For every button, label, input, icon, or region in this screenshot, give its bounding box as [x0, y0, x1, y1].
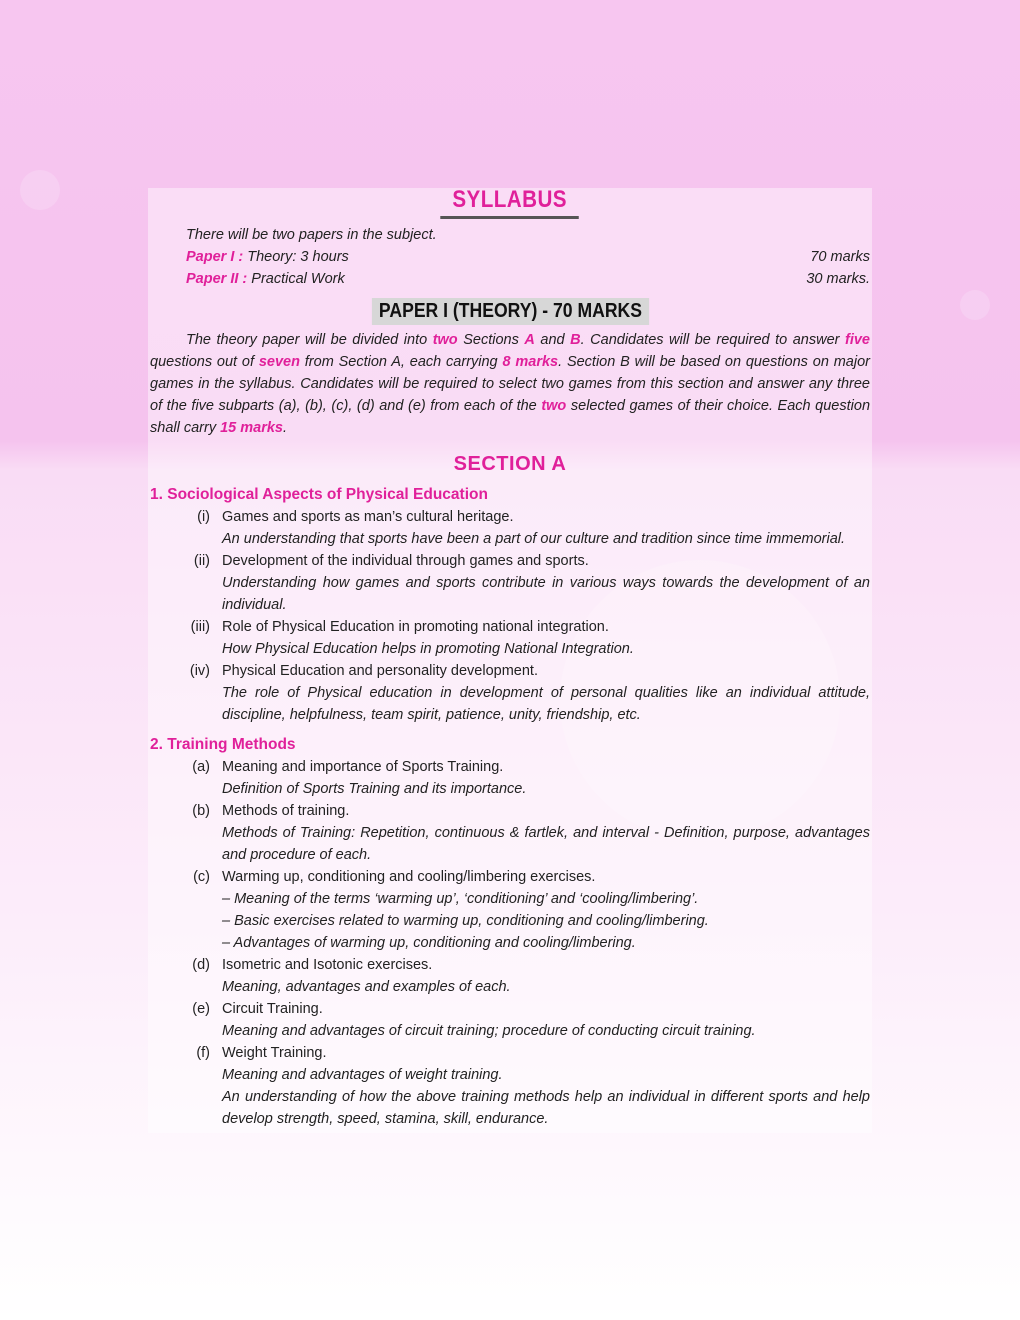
- item-number: (b): [192, 803, 210, 819]
- highlight-text: five: [845, 332, 871, 348]
- item-title: Physical Education and personality development.: [222, 663, 538, 679]
- topic-heading: 1. Sociological Aspects of Physical Education: [150, 486, 488, 503]
- paper-text: Practical Work: [251, 271, 345, 287]
- title-wrap: [150, 186, 870, 224]
- topics-list: [150, 484, 870, 1130]
- paragraph-text: from Section A, each carrying: [299, 354, 503, 370]
- paragraph-text: questions out of: [150, 354, 259, 370]
- item-description: – Advantages of warming up, conditioning and cooling/limbering.: [222, 935, 636, 951]
- item-description: Meaning, advantages and examples of each.: [222, 979, 511, 995]
- highlight-text: A: [524, 332, 535, 348]
- item-title: Games and sports as man’s cultural heritage.: [222, 509, 514, 525]
- list-item: [150, 954, 870, 998]
- paragraph-text: selected games of their choice. Each question shall carry: [150, 398, 871, 436]
- list-item: [150, 660, 870, 726]
- item-description: – Meaning of the terms ‘warming up’, ‘conditioning’ and ‘cooling/limbering’.: [222, 891, 699, 907]
- paper-label: Paper II :: [186, 271, 248, 287]
- item-description: How Physical Education helps in promoting National Integration.: [222, 641, 634, 657]
- paragraph-text: . Candidates will be required to answer: [580, 332, 846, 348]
- item-title: Methods of training.: [222, 803, 350, 819]
- item-description: Understanding how games and sports contribute in various ways towards the development of an individual.: [222, 575, 870, 613]
- paper-heading-wrap: [150, 298, 870, 325]
- highlight-text: 15 marks: [220, 420, 283, 436]
- paper-row: [150, 268, 870, 290]
- highlight-text: 8 marks: [502, 354, 559, 370]
- list-item: [150, 756, 870, 800]
- item-description: Methods of Training: Repetition, continuous & fartlek, and interval - Definition, purpose, advantages and procedure of each.: [222, 825, 870, 863]
- item-number: (iv): [189, 663, 210, 679]
- paragraph-text: . Section B will be based on questions on major games in the syllabus. Candidates will be required to select two games from this section and answer any three of the five subparts (a), (b), (c), (d) and (e) from each of the: [150, 354, 870, 414]
- intro-line: There will be two papers in the subject.: [186, 227, 437, 243]
- highlight-text: seven: [258, 354, 300, 370]
- item-number: (f): [196, 1045, 210, 1061]
- item-number: (c): [193, 869, 210, 885]
- list-item: [150, 800, 870, 866]
- item-description: – Basic exercises related to warming up, conditioning and cooling/limbering.: [222, 913, 709, 929]
- item-number: (a): [192, 759, 210, 775]
- item-number: (i): [197, 509, 210, 525]
- list-item: [150, 506, 870, 550]
- item-title: Role of Physical Education in promoting national integration.: [222, 619, 609, 635]
- list-item: [150, 550, 870, 616]
- item-description: Definition of Sports Training and its importance.: [222, 781, 527, 797]
- item-title: Meaning and importance of Sports Training.: [222, 759, 504, 775]
- item-title: Isometric and Isotonic exercises.: [222, 957, 433, 973]
- paper-marks: 70 marks: [810, 249, 870, 265]
- paper-text: Theory: 3 hours: [247, 249, 349, 265]
- section-heading: SECTION A: [453, 453, 567, 475]
- list-item: [150, 998, 870, 1042]
- item-title: Warming up, conditioning and cooling/limbering exercises.: [222, 869, 596, 885]
- item-number: (d): [192, 957, 210, 973]
- list-item: [150, 866, 870, 954]
- item-description: An understanding of how the above training methods help an individual in different sports and help develop strength, speed, stamina, skill, endurance.: [222, 1089, 870, 1127]
- paper-label: Paper I :: [186, 249, 244, 265]
- page-title: SYLLABUS: [441, 186, 580, 219]
- paper-row: [150, 246, 870, 268]
- item-number: (ii): [193, 553, 210, 569]
- paragraph-text: The theory paper will be divided into: [186, 332, 433, 348]
- theory-paragraph: [150, 329, 870, 439]
- item-number: (iii): [190, 619, 210, 635]
- item-description: Meaning and advantages of weight training.: [222, 1067, 503, 1083]
- item-description: An understanding that sports have been a part of our culture and tradition since time immemorial.: [222, 531, 846, 547]
- item-title: Circuit Training.: [222, 1001, 323, 1017]
- list-item: [150, 1042, 870, 1130]
- item-description: Meaning and advantages of circuit training; procedure of conducting circuit training.: [222, 1023, 756, 1039]
- paper-marks: 30 marks.: [806, 271, 870, 287]
- paper-heading: PAPER I (THEORY) - 70 MARKS: [371, 298, 648, 325]
- syllabus-content: [150, 186, 870, 1130]
- paragraph-text: .: [283, 420, 288, 436]
- item-number: (e): [192, 1001, 210, 1017]
- background-decoration: [960, 290, 990, 320]
- item-title: Weight Training.: [222, 1045, 327, 1061]
- paragraph-text: and: [534, 332, 571, 348]
- topic-heading: 2. Training Methods: [150, 736, 296, 753]
- list-item: [150, 616, 870, 660]
- highlight-text: B: [570, 332, 581, 348]
- highlight-text: two: [432, 332, 458, 348]
- highlight-text: two: [541, 398, 567, 414]
- item-description: The role of Physical education in development of personal qualities like an individual attitude, discipline, helpfulness, team spirit, patience, unity, friendship, etc.: [222, 685, 870, 723]
- item-title: Development of the individual through games and sports.: [222, 553, 589, 569]
- background-decoration: [20, 170, 60, 210]
- paragraph-text: Sections: [457, 332, 525, 348]
